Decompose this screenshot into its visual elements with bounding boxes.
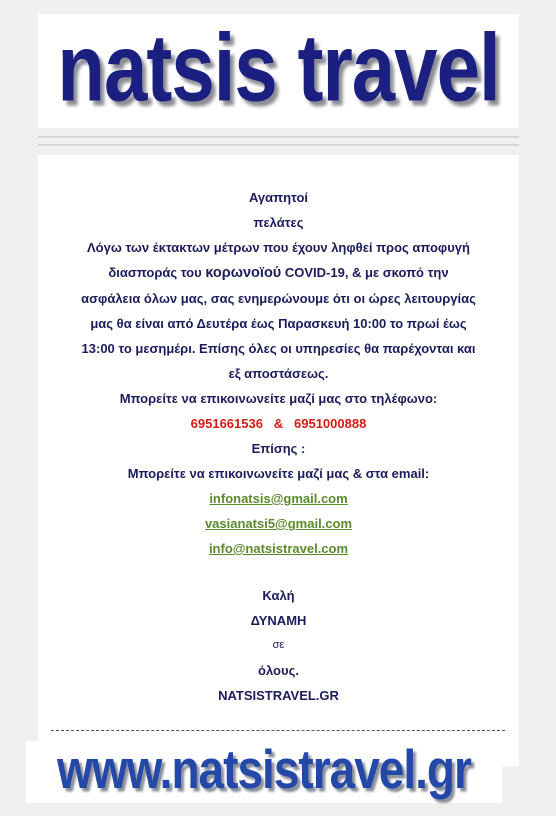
email-intro: Μπορείτε να επικοινωνείτε μαζί μας & στα email: [127, 466, 430, 481]
message-card [38, 155, 519, 766]
body-line-1: Λόγω των έκτακτων μέτρων που έχουν ληφθεί προς αποφυγή [87, 240, 470, 255]
body-line-6: εξ αποστάσεως. [228, 366, 329, 381]
phone-numbers: 6951661536 & 6951000888 [190, 416, 367, 431]
closing-line-2: ΔΥΝΑΜΗ [250, 613, 307, 628]
body-line-5: 13:00 το μεσημέρι. Επίσης όλες οι υπηρεσίες θα παρέχονται και [81, 341, 476, 356]
email-link-vasianatsi5[interactable]: vasianatsi5@gmail.com [204, 516, 353, 531]
separator-top [38, 136, 519, 138]
separator-bottom [38, 144, 519, 146]
phone-intro: Μπορείτε να επικοινωνείτε μαζί μας στο τηλέφωνο: [119, 391, 438, 406]
website-banner[interactable] [26, 738, 502, 803]
email-link-info[interactable]: info@natsistravel.com [208, 541, 349, 556]
logo-text: natsis travel [57, 13, 500, 122]
message-body [38, 185, 519, 708]
body-line-3: ασφάλεια όλων μας, σας ενημερώνουμε ότι οι ώρες λειτουργίας [81, 291, 476, 306]
spacer [38, 561, 519, 583]
closing-line-1: Καλή [262, 588, 295, 603]
body-line-4: μας θα είναι από Δευτέρα έως Παρασκευή 10:00 το πρωί έως [90, 316, 467, 331]
also-label: Επίσης : [251, 441, 306, 456]
dashed-divider [51, 730, 505, 731]
closing-line-3: σε [272, 639, 285, 651]
website-url: www.natsistravel.gr [57, 738, 471, 800]
body-line-2-highlight: κορωνοϊού [205, 265, 282, 281]
closing-line-4: όλους. [258, 663, 299, 678]
body-line-2-end: COVID-19, & με σκοπό την [281, 265, 449, 280]
greeting-line-2: πελάτες [253, 215, 304, 230]
body-line-2 [38, 260, 519, 286]
logo-banner [38, 14, 519, 128]
body-line-2-start: διασποράς του [108, 265, 206, 280]
signature: NATSISTRAVEL.GR [218, 688, 339, 703]
greeting-line-1: Αγαπητοί [248, 190, 308, 205]
email-link-infonatsis[interactable]: infonatsis@gmail.com [209, 491, 348, 506]
